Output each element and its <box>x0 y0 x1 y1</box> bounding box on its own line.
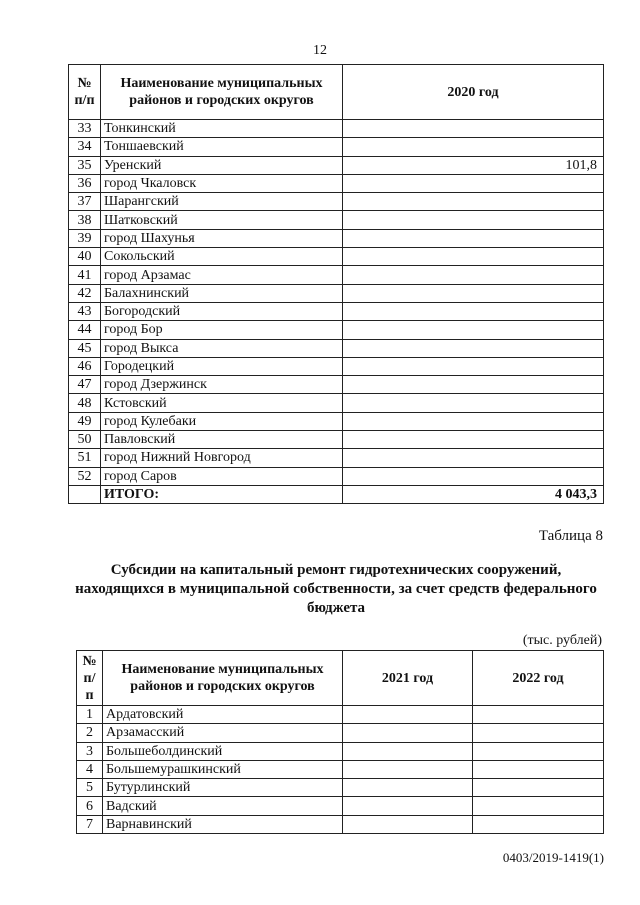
row-number: 3 <box>77 742 103 760</box>
table-row <box>69 138 604 156</box>
row-value-2022 <box>473 724 604 742</box>
row-name: город Саров <box>101 467 343 485</box>
table-title: Субсидии на капитальный ремонт гидротехнических сооружений, находящихся в муниципальной собственности, за счет средств федерального бюджета <box>75 562 597 616</box>
row-number: 36 <box>69 174 101 192</box>
header-name: Наименование муниципальных районов и городских округов <box>103 651 343 706</box>
table-row <box>69 376 604 394</box>
table-row <box>69 156 604 174</box>
row-number: 4 <box>77 760 103 778</box>
row-number: 1 <box>77 706 103 724</box>
row-value <box>343 467 604 485</box>
row-value <box>343 211 604 229</box>
row-name: Шарангский <box>101 193 343 211</box>
row-name: город Кулебаки <box>101 412 343 430</box>
row-value-2021 <box>343 815 473 833</box>
row-name: город Дзержинск <box>101 376 343 394</box>
row-value <box>343 120 604 138</box>
row-number: 6 <box>77 797 103 815</box>
table-row <box>69 284 604 302</box>
total-value: 4 043,3 <box>343 485 604 503</box>
row-name: Шатковский <box>101 211 343 229</box>
row-value-2022 <box>473 779 604 797</box>
table-row <box>69 467 604 485</box>
table-row <box>77 815 604 833</box>
table-row <box>69 357 604 375</box>
row-name: Ардатовский <box>103 706 343 724</box>
table-row <box>77 706 604 724</box>
row-value <box>343 376 604 394</box>
row-number: 33 <box>69 120 101 138</box>
table-row <box>69 302 604 320</box>
table-header-row <box>77 651 604 706</box>
table-row <box>77 742 604 760</box>
row-number: 34 <box>69 138 101 156</box>
row-name: Балахнинский <box>101 284 343 302</box>
page-number: 12 <box>313 43 327 58</box>
row-name: Вадский <box>103 797 343 815</box>
row-value-2021 <box>343 779 473 797</box>
row-name: Бутурлинский <box>103 779 343 797</box>
row-value <box>343 394 604 412</box>
row-value <box>343 302 604 320</box>
row-number: 49 <box>69 412 101 430</box>
row-number: 37 <box>69 193 101 211</box>
table-row <box>69 394 604 412</box>
row-value <box>343 284 604 302</box>
table-row <box>69 412 604 430</box>
table-row <box>69 339 604 357</box>
row-value <box>343 174 604 192</box>
row-name: Уренский <box>101 156 343 174</box>
table-row <box>69 431 604 449</box>
units-label: (тыс. рублей) <box>522 633 602 648</box>
row-name: Большеболдинский <box>103 742 343 760</box>
row-name: город Чкаловск <box>101 174 343 192</box>
total-row <box>69 485 604 503</box>
row-name: город Бор <box>101 321 343 339</box>
row-number: 2 <box>77 724 103 742</box>
row-value <box>343 339 604 357</box>
row-number: 7 <box>77 815 103 833</box>
row-value <box>343 193 604 211</box>
row-number: 51 <box>69 449 101 467</box>
table-row <box>77 724 604 742</box>
row-name: город Выкса <box>101 339 343 357</box>
header-num: № п/п <box>77 651 103 706</box>
row-name: город Нижний Новгород <box>101 449 343 467</box>
row-number: 52 <box>69 467 101 485</box>
row-number: 5 <box>77 779 103 797</box>
table-row <box>69 321 604 339</box>
row-name: город Арзамас <box>101 266 343 284</box>
row-number: 35 <box>69 156 101 174</box>
row-name: город Шахунья <box>101 229 343 247</box>
row-number: 43 <box>69 302 101 320</box>
row-value <box>343 431 604 449</box>
row-name: Арзамасский <box>103 724 343 742</box>
table-row <box>69 248 604 266</box>
row-name: Богородский <box>101 302 343 320</box>
header-name: Наименование муниципальных районов и городских округов <box>101 65 343 120</box>
row-value <box>343 449 604 467</box>
row-value-2021 <box>343 797 473 815</box>
table-row <box>69 229 604 247</box>
row-value <box>343 138 604 156</box>
table-row <box>69 193 604 211</box>
table-row <box>69 449 604 467</box>
header-year-2020: 2020 год <box>343 65 604 120</box>
row-number: 44 <box>69 321 101 339</box>
row-name: Сокольский <box>101 248 343 266</box>
header-year-2021: 2021 год <box>343 651 473 706</box>
row-name: Городецкий <box>101 357 343 375</box>
row-number: 38 <box>69 211 101 229</box>
row-value-2021 <box>343 742 473 760</box>
row-value <box>343 266 604 284</box>
row-name: Варнавинский <box>103 815 343 833</box>
row-value <box>343 248 604 266</box>
row-value: 101,8 <box>343 156 604 174</box>
row-number: 42 <box>69 284 101 302</box>
row-value-2021 <box>343 706 473 724</box>
header-year-2022: 2022 год <box>473 651 604 706</box>
row-number: 40 <box>69 248 101 266</box>
row-number: 46 <box>69 357 101 375</box>
row-value <box>343 321 604 339</box>
table-row <box>69 174 604 192</box>
row-number: 50 <box>69 431 101 449</box>
row-number: 48 <box>69 394 101 412</box>
row-value-2022 <box>473 706 604 724</box>
row-name: Павловский <box>101 431 343 449</box>
row-value <box>343 229 604 247</box>
row-number: 45 <box>69 339 101 357</box>
row-value <box>343 357 604 375</box>
document-code: 0403/2019-1419(1) <box>502 850 604 865</box>
row-value <box>343 412 604 430</box>
row-value-2022 <box>473 797 604 815</box>
table-row <box>69 211 604 229</box>
table-label: Таблица 8 <box>538 528 603 544</box>
row-number: 39 <box>69 229 101 247</box>
total-label: ИТОГО: <box>101 485 343 503</box>
row-number: 47 <box>69 376 101 394</box>
row-name: Тонкинский <box>101 120 343 138</box>
row-number: 41 <box>69 266 101 284</box>
table-row <box>77 760 604 778</box>
subsidy-table-2020 <box>68 64 604 504</box>
row-value-2021 <box>343 760 473 778</box>
total-empty-cell <box>69 485 101 503</box>
table-header-row <box>69 65 604 120</box>
row-value-2022 <box>473 760 604 778</box>
table-row <box>69 120 604 138</box>
row-value-2021 <box>343 724 473 742</box>
table-row <box>77 779 604 797</box>
subsidy-table-2021-2022 <box>76 650 604 834</box>
header-num: № п/п <box>69 65 101 120</box>
row-value-2022 <box>473 815 604 833</box>
row-name: Большемурашкинский <box>103 760 343 778</box>
row-name: Тоншаевский <box>101 138 343 156</box>
row-value-2022 <box>473 742 604 760</box>
row-name: Кстовский <box>101 394 343 412</box>
table-row <box>69 266 604 284</box>
table-row <box>77 797 604 815</box>
